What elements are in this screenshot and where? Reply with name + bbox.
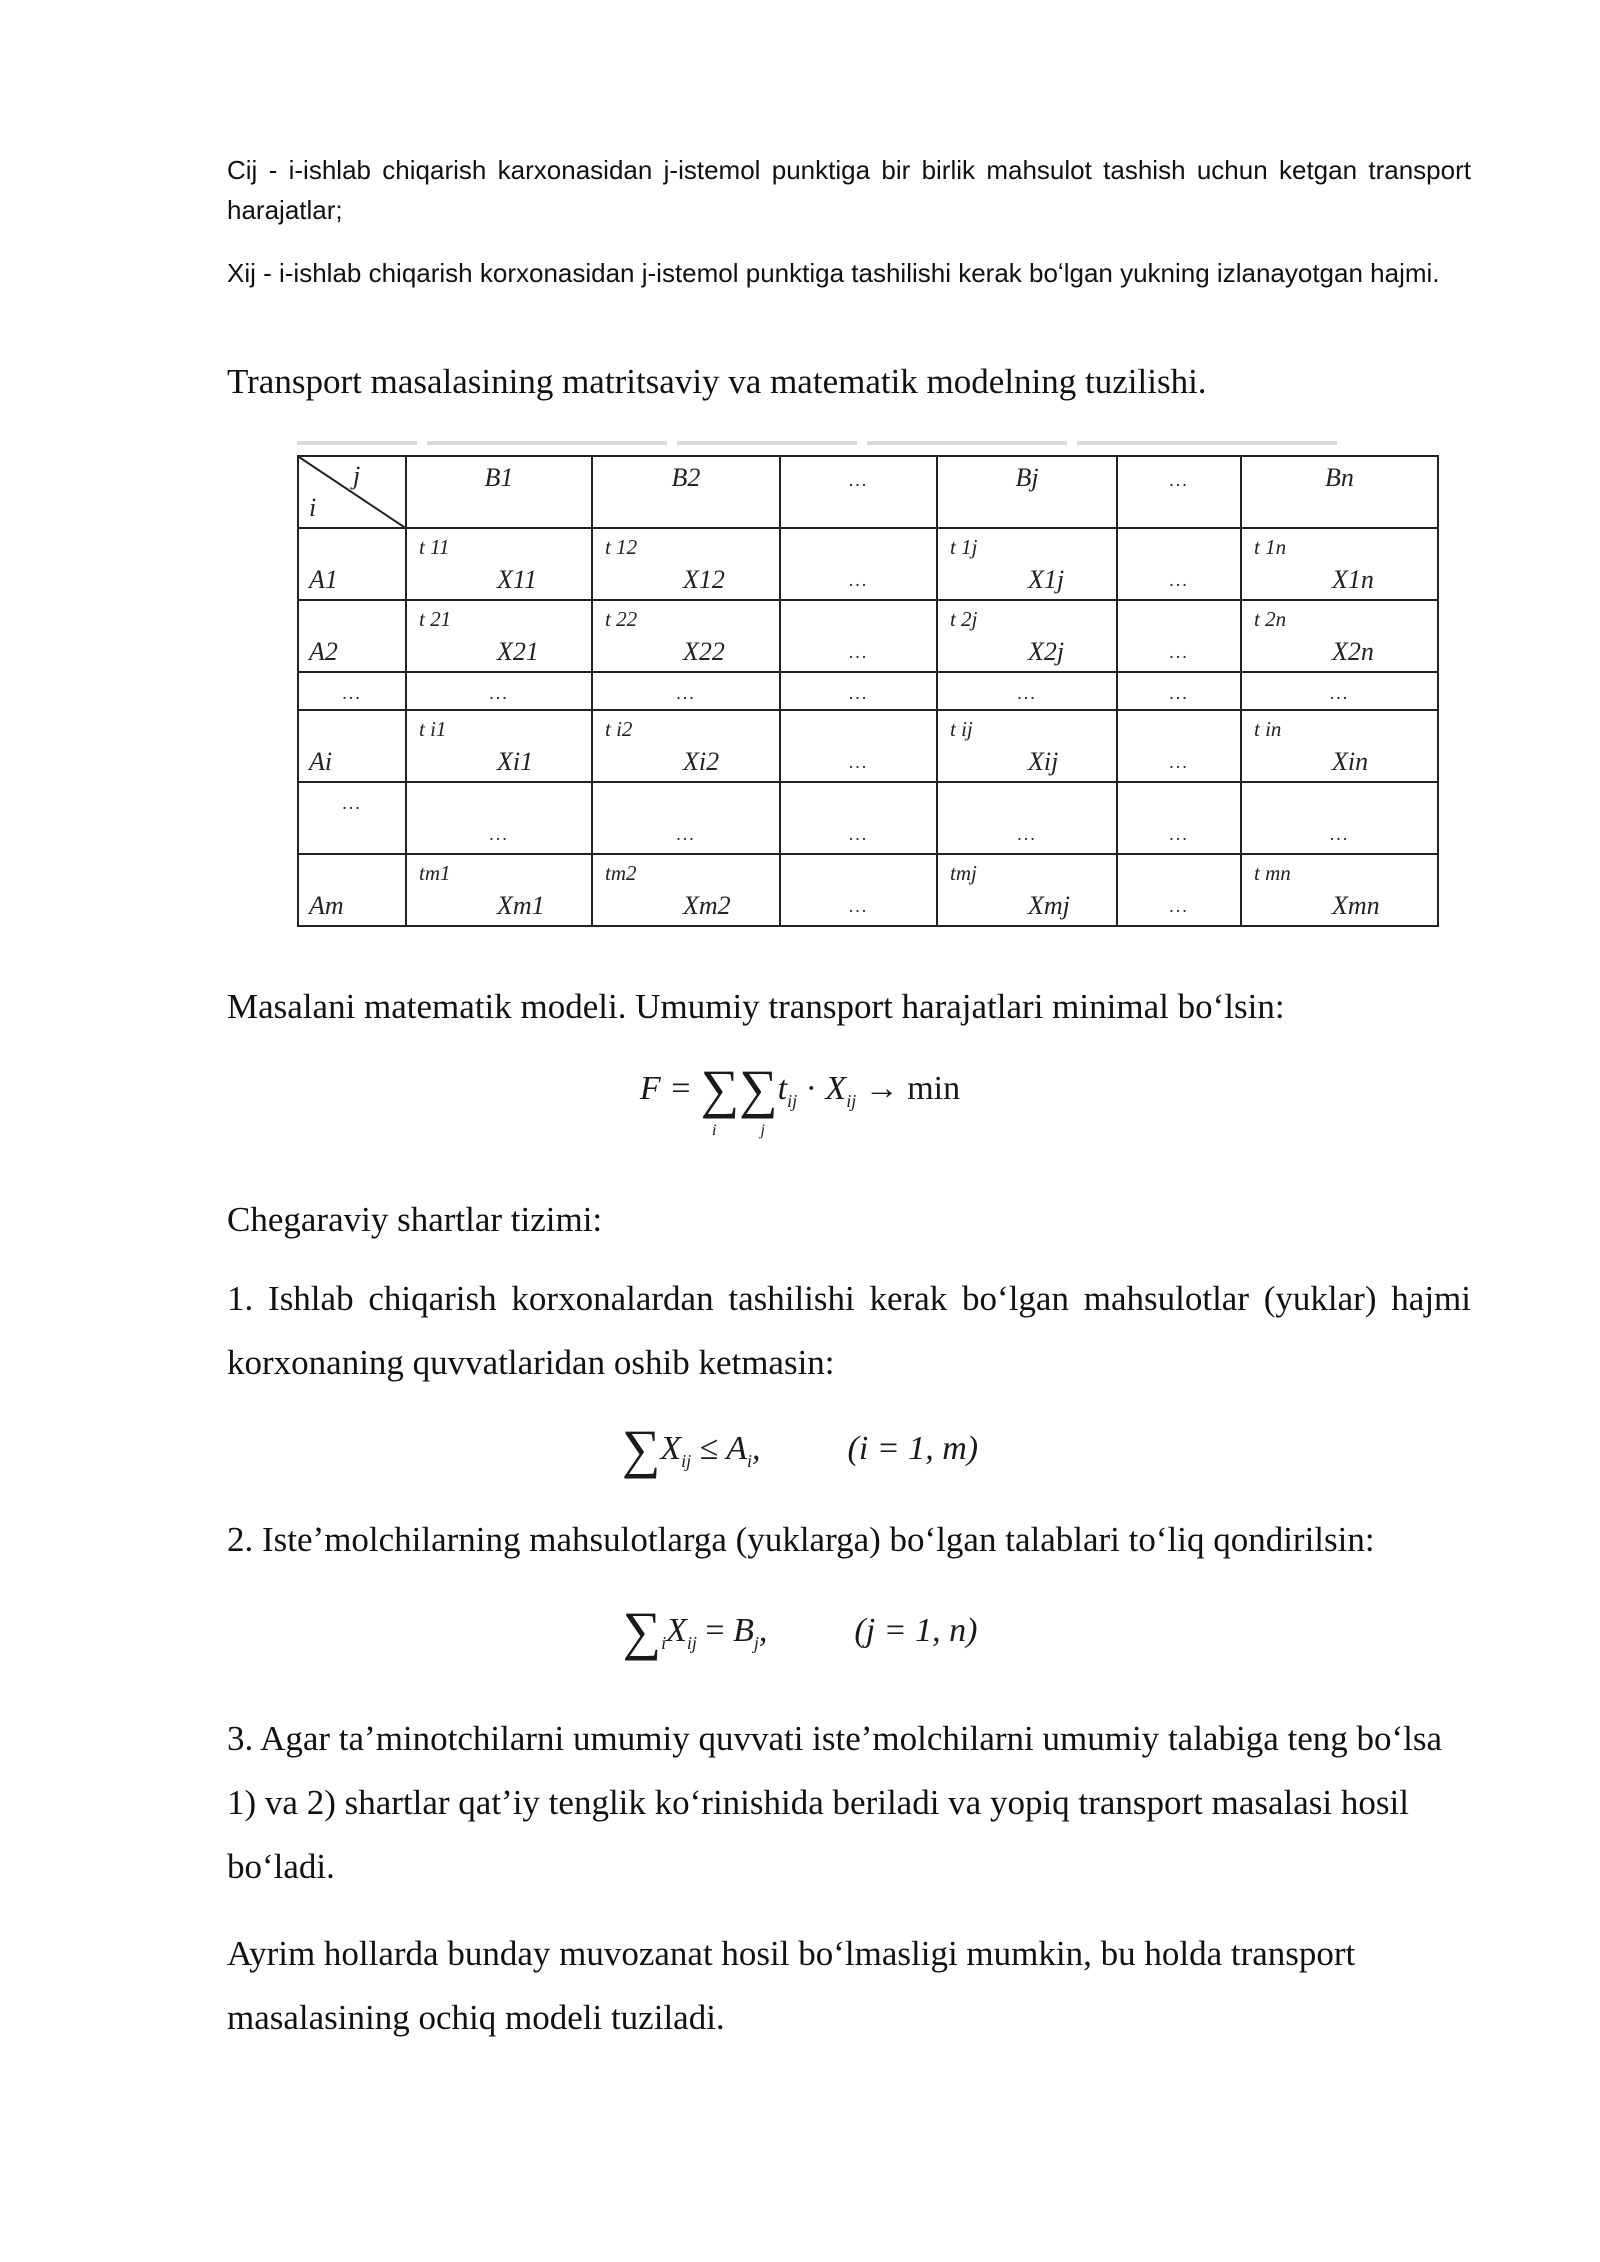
- matrix-cell: [592, 528, 780, 600]
- var-x: X: [825, 1070, 847, 1107]
- column-header-label: Bn: [1325, 463, 1354, 492]
- var-x: X: [666, 1612, 687, 1649]
- row-header: [298, 782, 406, 854]
- column-header-label: Bj: [1015, 463, 1039, 492]
- column-header: [1241, 456, 1438, 528]
- cost-coefficient: tm1: [419, 861, 451, 885]
- matrix-cell: [780, 854, 937, 926]
- matrix-cell: [1241, 710, 1438, 782]
- shipment-variable: Xmj: [1028, 891, 1070, 920]
- shipment-variable: X1j: [1028, 565, 1065, 594]
- column-header: [780, 456, 937, 528]
- cost-coefficient: t i1: [419, 717, 447, 741]
- shipment-variable: X12: [683, 565, 725, 594]
- row-header: [298, 710, 406, 782]
- sum-limits: i j: [712, 1122, 773, 1139]
- row-header-label: A1: [309, 565, 338, 594]
- matrix-header-row: [298, 456, 1438, 528]
- column-header-label: ...: [1169, 470, 1189, 490]
- ellipsis: ...: [848, 824, 869, 844]
- column-header: [592, 456, 780, 528]
- transport-matrix: [297, 455, 1437, 923]
- shipment-variable: X2n: [1332, 637, 1374, 666]
- matrix-cell: [406, 782, 592, 854]
- rhs-b-sub: j: [753, 1632, 759, 1653]
- row-header: [298, 854, 406, 926]
- arrow-symbol: →: [864, 1070, 899, 1107]
- section-heading: Transport masalasining matritsaviy va matematik modelning tuzilishi.: [227, 362, 1207, 401]
- constraint-3: 3. Agar taʼminotchilarni umumiy quvvati isteʼmolchilarni umumiy talabiga teng boʻlsa 1) va 2) shartlar qatʼiy tenglik koʻrinishida beriladi va yopiq transport masalasi hosil boʻladi.: [227, 1719, 1443, 1886]
- matrix-row: [298, 854, 1438, 926]
- shipment-variable: X1n: [1332, 565, 1374, 594]
- matrix-cell: [780, 710, 937, 782]
- var-x-sub: ij: [846, 1090, 857, 1111]
- matrix-cell: [937, 710, 1117, 782]
- relation-symbol: ≤: [699, 1430, 719, 1467]
- matrix-cell: [937, 854, 1117, 926]
- matrix-cell: [1241, 600, 1438, 672]
- term-t: t: [777, 1070, 788, 1107]
- model-text: Masalani matematik modeli. Umumiy transport harajatlari minimal boʻlsin:: [227, 987, 1285, 1026]
- matrix-cell: [780, 528, 937, 600]
- shipment-variable: Xm1: [497, 891, 545, 920]
- column-header: [937, 456, 1117, 528]
- matrix-corner-cell: [298, 456, 406, 528]
- rhs-b: B: [733, 1612, 754, 1649]
- ellipsis: ...: [1017, 683, 1037, 703]
- matrix-cell: [1241, 782, 1438, 854]
- ellipsis: ...: [489, 683, 509, 703]
- ellipsis: ...: [676, 683, 696, 703]
- row-header: [298, 528, 406, 600]
- ellipsis: ...: [848, 570, 869, 590]
- ellipsis: ...: [1169, 896, 1189, 916]
- shipment-variable: X22: [683, 637, 725, 666]
- sum-symbol: ∑: [622, 1601, 662, 1661]
- cost-coefficient: tm2: [605, 861, 637, 885]
- definition-cij: Cij - i-ishlab chiqarish karxonasidan j-istemol punktiga bir birlik mahsulot tashish uchun ketgan transport harajatlar;: [227, 155, 1471, 225]
- row-header-label: Ai: [309, 747, 333, 776]
- ellipsis: ...: [1169, 752, 1189, 772]
- ellipsis: ...: [1169, 683, 1189, 703]
- ellipsis: ...: [1329, 683, 1350, 703]
- matrix-cell: [780, 672, 937, 710]
- cost-coefficient: t 21: [419, 607, 452, 631]
- matrix-cell: [1117, 710, 1241, 782]
- matrix-row: [298, 600, 1438, 672]
- shipment-variable: X11: [497, 565, 537, 594]
- constraint-2-formula: $\sum_iX_{ij} = B_j$, (j = 1, n): [622, 1601, 978, 1661]
- matrix-cell: [592, 854, 780, 926]
- cost-coefficient: t 22: [605, 607, 638, 631]
- matrix-cell: [592, 600, 780, 672]
- row-header-label: ...: [342, 683, 362, 703]
- cost-coefficient: t mn: [1254, 861, 1291, 885]
- relation-symbol: =: [705, 1612, 725, 1649]
- objective-formula: [0, 1058, 1600, 1138]
- closing-paragraph: Ayrim hollarda bunday muvozanat hosil boʻlmasligi mumkin, bu holda transport masalasining ochiq modeli tuziladi.: [227, 1934, 1356, 2037]
- matrix-cell: [780, 782, 937, 854]
- dot-operator: ·: [805, 1070, 817, 1107]
- var-x-sub: ij: [686, 1632, 697, 1653]
- cost-coefficient: t 1n: [1254, 535, 1287, 559]
- row-header-label: A2: [309, 637, 338, 666]
- shipment-variable: Xi2: [683, 747, 720, 776]
- min-text: min: [907, 1070, 961, 1107]
- ellipsis: ...: [676, 824, 696, 844]
- cost-coefficient: t 2n: [1254, 607, 1287, 631]
- matrix-row: [298, 672, 1438, 710]
- var-x: X: [660, 1430, 682, 1467]
- shipment-variable: Xin: [1332, 747, 1369, 776]
- matrix-cell: [592, 782, 780, 854]
- cost-coefficient: t 12: [605, 535, 638, 559]
- ellipsis: ...: [848, 683, 869, 703]
- definition-xij: Xij - i-ishlab chiqarish korxonasidan j-istemol punktiga tashilishi kerak boʻlgan yukning izlanayotgan hajmi.: [227, 258, 1440, 288]
- matrix-cell: [1117, 600, 1241, 672]
- ellipsis: ...: [848, 752, 869, 772]
- corner-label-j: j: [353, 461, 361, 490]
- row-header: [298, 600, 406, 672]
- faded-scan-line: [297, 432, 1437, 452]
- cost-coefficient: t 2j: [950, 607, 978, 631]
- matrix-cell: [1117, 528, 1241, 600]
- sum-symbol: ∑: [621, 1419, 661, 1479]
- column-header-label: ...: [848, 470, 869, 490]
- shipment-variable: Xmn: [1332, 891, 1380, 920]
- row-header-label: ...: [342, 793, 362, 813]
- matrix-cell: [1117, 854, 1241, 926]
- matrix-cell: [937, 528, 1117, 600]
- range-j: (j = 1, n): [854, 1612, 978, 1649]
- ellipsis: ...: [1329, 824, 1350, 844]
- column-header-label: B2: [671, 463, 701, 492]
- cost-coefficient: t i2: [605, 717, 633, 741]
- constraint-2: 2. Isteʼmolchilarning mahsulotlarga (yuklarga) boʻlgan talablari toʻliq qondirilsin:: [227, 1520, 1375, 1559]
- row-header-label: Am: [309, 891, 344, 920]
- matrix-cell: [406, 672, 592, 710]
- matrix-cell: [406, 600, 592, 672]
- ellipsis: ...: [1017, 824, 1037, 844]
- shipment-variable: Xij: [1028, 747, 1059, 776]
- cost-coefficient: tmj: [950, 861, 977, 885]
- matrix-cell: [592, 672, 780, 710]
- matrix-row: [298, 710, 1438, 782]
- cost-coefficient: t 11: [419, 535, 450, 559]
- ellipsis: ...: [848, 642, 869, 662]
- matrix-cell: [592, 710, 780, 782]
- formula-lhs: F =: [639, 1070, 693, 1107]
- constraint-1: 1. Ishlab chiqarish korxonalardan tashilishi kerak boʻlgan mahsulotlar (yuklar) hajmi korxonaning quvvatlaridan oshib ketmasin:: [227, 1279, 1471, 1382]
- ellipsis: ...: [1169, 642, 1189, 662]
- matrix-cell: [406, 854, 592, 926]
- matrix-cell: [1241, 854, 1438, 926]
- rhs-a-sub: i: [747, 1450, 753, 1471]
- matrix-row: [298, 782, 1438, 854]
- column-header: [1117, 456, 1241, 528]
- ellipsis: ...: [848, 896, 869, 916]
- var-x-sub: ij: [681, 1450, 692, 1471]
- shipment-variable: Xi1: [497, 747, 534, 776]
- shipment-variable: Xm2: [683, 891, 731, 920]
- matrix-cell: [937, 600, 1117, 672]
- matrix-cell: [780, 600, 937, 672]
- column-header: [406, 456, 592, 528]
- term-t-sub: ij: [787, 1090, 798, 1111]
- matrix-cell: [1241, 528, 1438, 600]
- ellipsis: ...: [489, 824, 509, 844]
- matrix-cell: [406, 528, 592, 600]
- matrix-cell: [937, 672, 1117, 710]
- shipment-variable: X21: [497, 637, 539, 666]
- shipment-variable: X2j: [1028, 637, 1065, 666]
- double-sum-symbol: ∑∑: [700, 1059, 778, 1119]
- matrix-cell: [937, 782, 1117, 854]
- range-i: (i = 1, m): [847, 1430, 979, 1467]
- ellipsis: ...: [1169, 824, 1189, 844]
- corner-label-i: i: [309, 493, 317, 522]
- sum-sub: i: [661, 1632, 667, 1653]
- cost-coefficient: t ij: [950, 717, 973, 741]
- matrix-cell: [1241, 672, 1438, 710]
- row-header: [298, 672, 406, 710]
- constraint-1-formula: $\sum X_{ij} \le A_i$, (i = 1, m): [621, 1419, 979, 1479]
- cost-coefficient: t in: [1254, 717, 1282, 741]
- column-header-label: B1: [484, 463, 514, 492]
- matrix-cell: [406, 710, 592, 782]
- ellipsis: ...: [1169, 570, 1189, 590]
- matrix-cell: [1117, 782, 1241, 854]
- constraints-title: Chegaraviy shartlar tizimi:: [227, 1200, 603, 1239]
- cost-coefficient: t 1j: [950, 535, 978, 559]
- matrix-cell: [1117, 672, 1241, 710]
- rhs-a: A: [726, 1430, 748, 1467]
- matrix-row: [298, 528, 1438, 600]
